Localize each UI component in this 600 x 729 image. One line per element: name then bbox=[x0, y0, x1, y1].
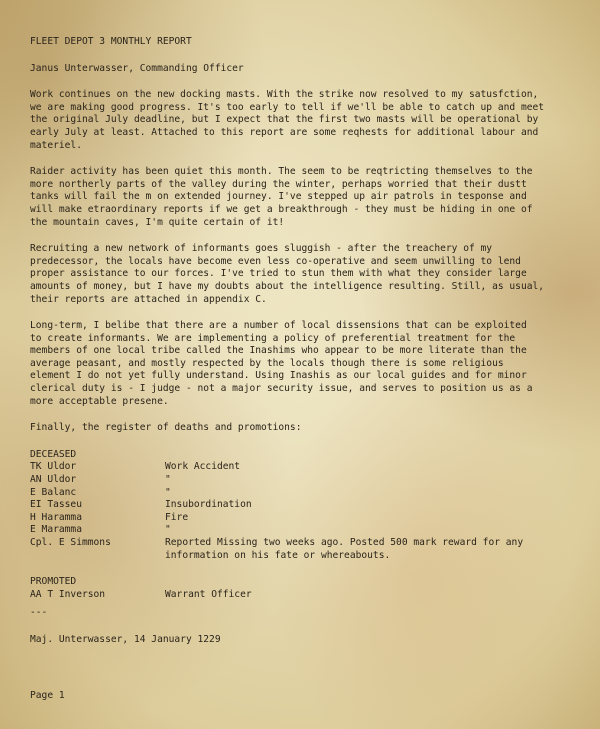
page-number: Page 1 bbox=[30, 690, 65, 701]
register-row bbox=[30, 512, 570, 525]
register-status: " bbox=[165, 474, 171, 486]
register-row bbox=[30, 461, 570, 474]
deceased-register bbox=[30, 449, 570, 562]
paragraph-line: more northerly parts of the valley during the winter, perhaps worried that their dustt bbox=[30, 178, 527, 190]
deceased-heading: DECEASED bbox=[30, 448, 77, 460]
register-status: " bbox=[165, 524, 171, 536]
register-name: E Maramma bbox=[30, 524, 82, 536]
paragraph-line: predecessor, the locals have become even less co-operative and seem unwilling to lend bbox=[30, 255, 521, 267]
register-row bbox=[30, 487, 570, 500]
promoted-register bbox=[30, 576, 570, 601]
register-row bbox=[30, 589, 570, 602]
register-status: Work Accident bbox=[165, 461, 241, 473]
register-status: Reported Missing two weeks ago. Posted 500 mark reward for any information on his fate or whereabouts. bbox=[165, 537, 524, 561]
register-status: Fire bbox=[165, 511, 189, 523]
paragraph-line: tanks will fail the m on extended journey. I've stepped up air patrols in tesponse and bbox=[30, 191, 527, 203]
paragraph-raider-activity bbox=[30, 166, 570, 229]
register-name: AN Uldor bbox=[30, 474, 77, 486]
paragraph-line: proper assistance to our forces. I've tried to stun them with what they consider large bbox=[30, 268, 527, 280]
register-name: H Haramma bbox=[30, 511, 82, 523]
register-name: EI Tasseu bbox=[30, 499, 82, 511]
paragraph-line: Long-term, I belibe that there are a number of local dissensions that can be exploited bbox=[30, 320, 527, 332]
paragraph-line: clerical duty is - I judge - not a major security issue, and serves to position us as a bbox=[30, 383, 533, 395]
register-status: Warrant Officer bbox=[165, 588, 252, 600]
register-name: TK Uldor bbox=[30, 461, 77, 473]
paragraph-long-term bbox=[30, 320, 570, 408]
paragraph-line: Work continues on the new docking masts. With the strike now resolved to my satusfction, bbox=[30, 89, 539, 101]
register-row bbox=[30, 537, 570, 562]
paragraph-line: we are making good progress. It's too early to tell if we'll be able to catch up and meet bbox=[30, 101, 545, 113]
register-name: AA T Inverson bbox=[30, 588, 106, 600]
paragraph-line: Recruiting a new network of informants goes sluggish - after the treachery of my bbox=[30, 243, 493, 255]
register-name: E Balanc bbox=[30, 486, 77, 498]
paragraph-line: Finally, the register of deaths and promotions: bbox=[30, 422, 302, 434]
paragraph-line: more acceptable presene. bbox=[30, 395, 169, 407]
report-author: Janus Unterwasser, Commanding Officer bbox=[30, 62, 244, 74]
paragraph-line: will make etraordinary reports if we get a breakthrough - they must be hiding in one of bbox=[30, 203, 533, 215]
register-name: Cpl. E Simmons bbox=[30, 537, 111, 548]
paragraph-line: materiel. bbox=[30, 139, 82, 151]
spacer bbox=[30, 562, 570, 576]
register-status: Insubordination bbox=[165, 499, 252, 511]
report-title: FLEET DEPOT 3 MONTHLY REPORT bbox=[30, 36, 192, 47]
promoted-heading: PROMOTED bbox=[30, 576, 77, 588]
paragraph-line: the original July deadline, but I expect that the first two masts will be operational by bbox=[30, 114, 539, 126]
paragraph-line: average peasant, and mostly respected by the locals though there is some religious bbox=[30, 357, 504, 369]
paragraph-line: the mountain caves, I'm quite certain of it! bbox=[30, 216, 285, 228]
register-row bbox=[30, 474, 570, 487]
section-rule: --- bbox=[30, 607, 48, 619]
paragraph-line: members of one local tribe called the Inashims who appear to be more literate than the bbox=[30, 345, 527, 357]
paragraph-line: their reports are attached in appendix C. bbox=[30, 293, 267, 305]
signoff: Maj. Unterwasser, 14 January 1229 bbox=[30, 633, 221, 645]
paragraph-register-intro bbox=[30, 422, 570, 435]
paragraph-line: to create informants. We are implementing a policy of preferential treatment for the bbox=[30, 332, 516, 344]
paragraph-line: early July at least. Attached to this report are some reqhests for additional labour and bbox=[30, 126, 539, 138]
paragraph-docking-masts bbox=[30, 89, 570, 152]
paragraph-informants bbox=[30, 243, 570, 306]
register-status: " bbox=[165, 486, 171, 498]
paragraph-line: Raider activity has been quiet this month. The seem to be reqtricting themselves to the bbox=[30, 166, 533, 178]
register-row bbox=[30, 499, 570, 512]
register-row bbox=[30, 524, 570, 537]
paragraph-line: element I do not yet fully understand. Using Inashis as our local guides and for minor bbox=[30, 370, 527, 382]
paragraph-line: amounts of money, but I have my doubts about the intelligence resulting. Still, as usual, bbox=[30, 280, 545, 292]
